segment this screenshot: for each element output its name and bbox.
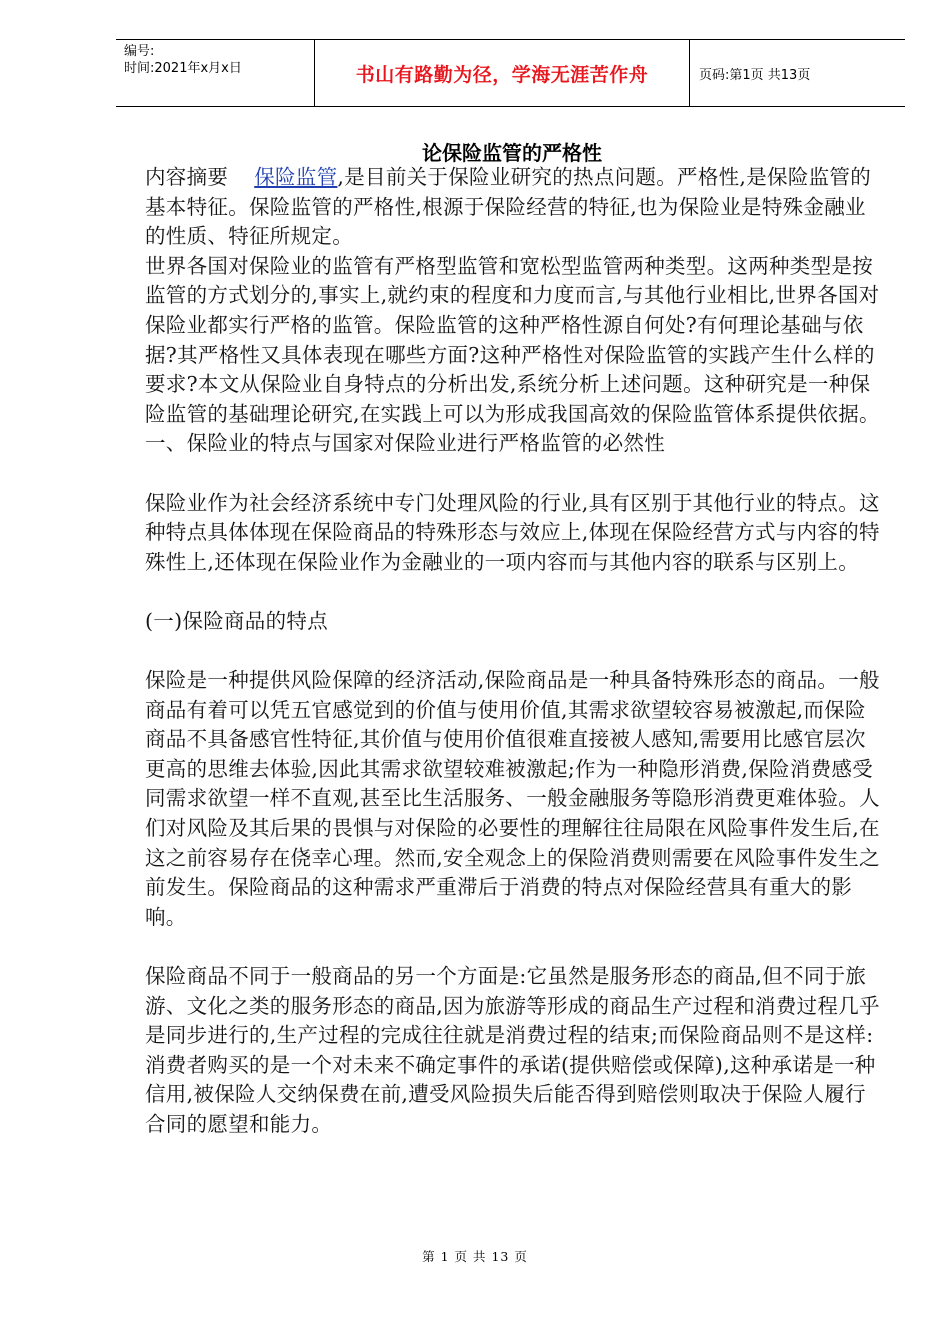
page-info: 页码:第1页 共13页 (699, 67, 811, 83)
abstract-link[interactable]: 保险监管 (254, 165, 338, 189)
header-motto-cell (315, 40, 690, 106)
subsection1-paragraph-1: 保险是一种提供风险保障的经济活动,保险商品是一种具备特殊形态的商品。一般商品有着可以凭五官感觉到的价值与使用价值,其需求欲望较容易被激起,而保险商品不具备感官性特征,其价值与使用价值很难直接被人感知,需要用比感官层次更高的思维去体验,因此其需求欲望较难被激起;作为一种隐形消费,保险消费感受同需求欲望一样不直观,甚至比生活服务、一般金融服务等隐形消费更难体验。人们对风险及其后果的畏惧与对保险的必要性的理解往往局限在风险事件发生后,在这之前容易存在侥幸心理。然而,安全观念上的保险消费则需要在风险事件发生之前发生。保险商品的这种需求严重滞后于消费的特点对保险经营具有重大的影响。 (145, 668, 880, 929)
abstract-text: ,是目前关于保险业研究的热点问题。严格性,是保险监管的基本特征。保险监管的严格性,根源于保险经营的特征,也为保险业是特殊金融业的性质、特征所规定。 (145, 165, 872, 249)
code-label: 编号: (124, 44, 155, 59)
page-footer: 第 1 页 共 13 页 (422, 1249, 528, 1264)
subsection-heading-1: (一)保险商品的特点 (145, 608, 328, 633)
time-label: 时间:2021年x月x日 (124, 61, 242, 76)
subsection1-paragraph-2: 保险商品不同于一般商品的另一个方面是:它虽然是服务形态的商品,但不同于旅游、文化之类的服务形态的商品,因为旅游等形成的商品生产过程和消费过程几乎是同步进行的,生产过程的完成往往就是消费过程的结束;而保险商品则不是这样:消费者购买的是一个对未来不确定事件的承诺(提供赔偿或保障),这种承诺是一种信用,被保险人交纳保费在前,遭受风险损失后能否得到赔偿则取决于保险人履行合同的愿望和能力。 (145, 964, 880, 1136)
document-body (145, 163, 880, 1140)
document-title: 论保险监管的严格性 (422, 141, 602, 165)
page-header (116, 39, 905, 107)
intro-paragraph: 世界各国对保险业的监管有严格型监管和宽松型监管两种类型。这两种类型是按监管的方式划分的,事实上,就约束的程度和力度而言,与其他行业相比,世界各国对保险业都实行严格的监管。保险监管的这种严格性源自何处?有何理论基础与依据?其严格性又具体表现在哪些方面?这种严格性对保险监管的实践产生什么样的要求?本文从保险业自身特点的分析出发,系统分析上述问题。这种研究是一种保险监管的基础理论研究,在实践上可以为形成我国高效的保险监管体系提供依据。 (145, 253, 880, 426)
section1-paragraph: 保险业作为社会经济系统中专门处理风险的行业,具有区别于其他行业的特点。这种特点具体体现在保险商品的特殊形态与效应上,体现在保险经营方式与内容的特殊性上,还体现在保险业作为金融业的一项内容而与其他内容的联系与区别上。 (145, 490, 880, 574)
header-page-cell (690, 40, 905, 106)
abstract-label: 内容摘要 (145, 165, 229, 189)
motto-text: 书山有路勤为径，学海无涯苦作舟 (355, 63, 649, 86)
section-heading-1: 一、保险业的特点与国家对保险业进行严格监管的必然性 (145, 431, 665, 456)
abstract-paragraph (145, 163, 880, 252)
header-meta-cell (116, 40, 315, 106)
